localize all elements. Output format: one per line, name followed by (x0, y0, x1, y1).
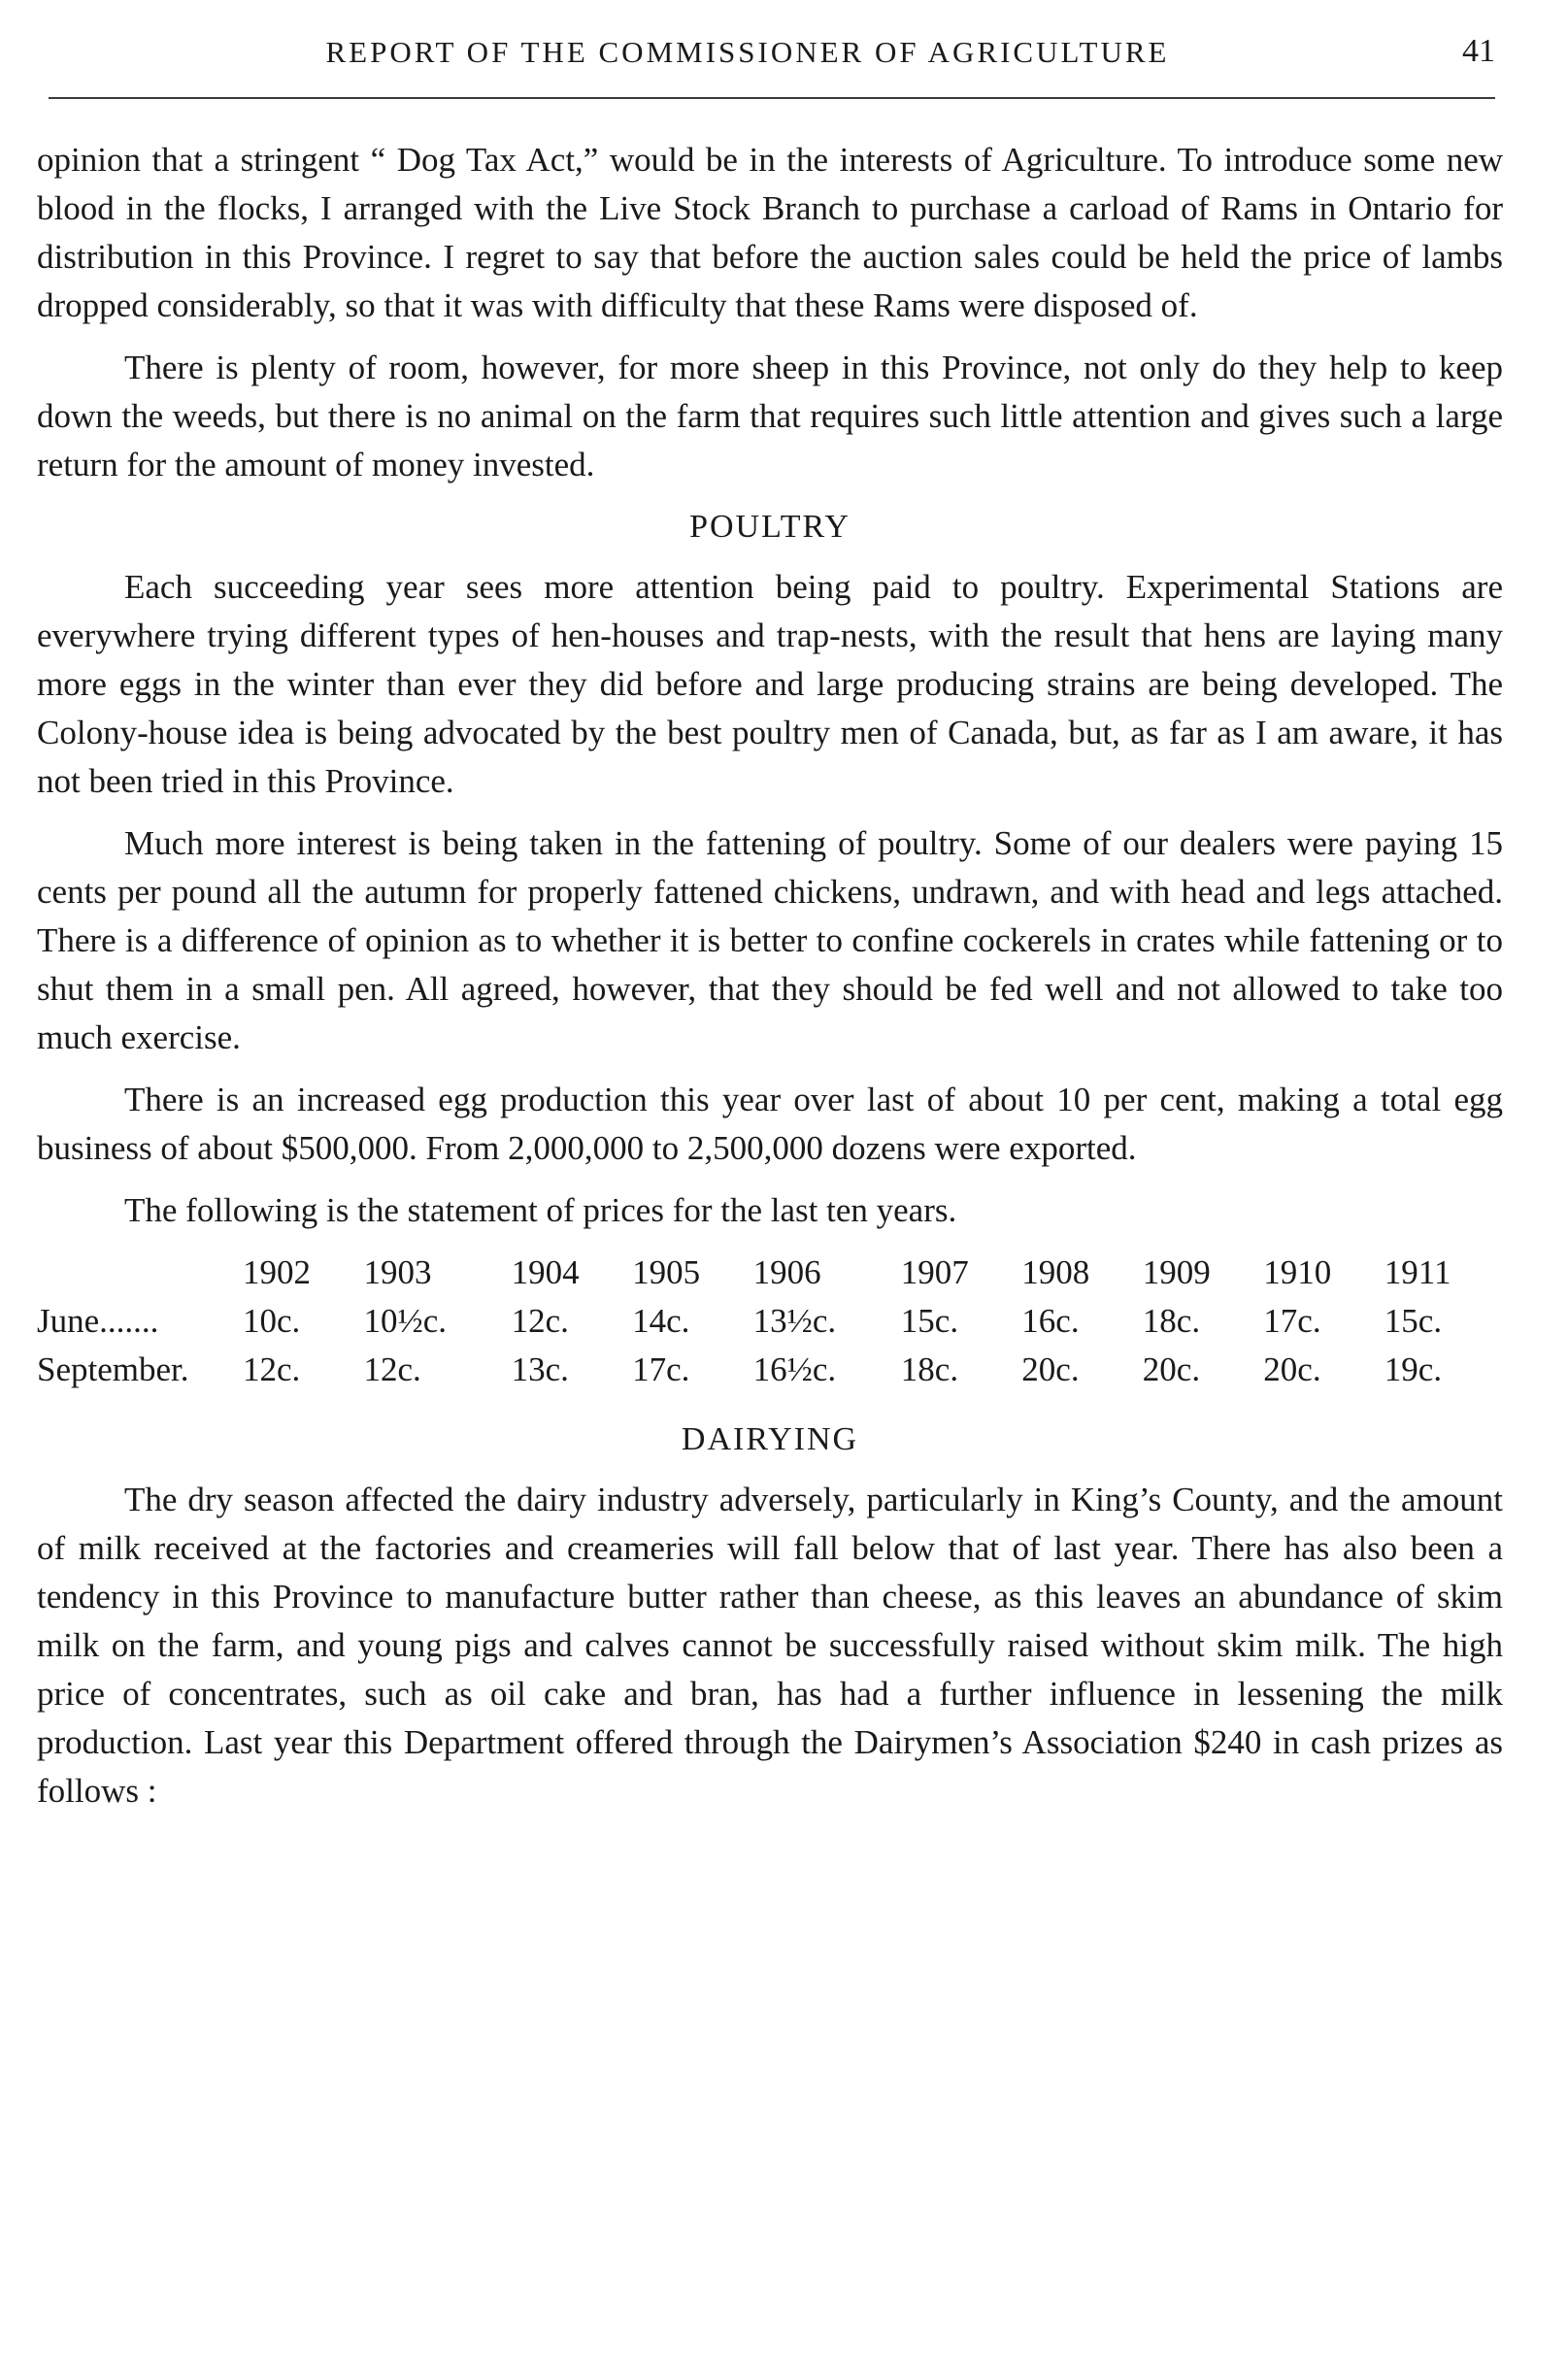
year-header: 1910 (1263, 1253, 1332, 1291)
price-cell: 13½c. (752, 1302, 837, 1340)
price-cell: 10½c. (363, 1302, 448, 1340)
year-header: 1908 (1021, 1253, 1090, 1291)
row-label-september: September. (37, 1350, 189, 1388)
year-header: 1909 (1142, 1253, 1211, 1291)
year-header: 1904 (511, 1253, 580, 1291)
year-header: 1907 (900, 1253, 969, 1291)
price-cell: 19c. (1384, 1350, 1443, 1388)
paragraph-poultry-fattening: Much more interest is being taken in the fattening of poultry. Some of our dealers were paying 15 cents per pound all the autumn for properly fattened chickens, undrawn, and with head and legs attached. There is a difference of opinion as to whether it is better to confine cockerels in crates while fattening or to shut them in a small pen. All agreed, however, that they should be fed well and not allowed to take too much exercise. (37, 824, 1503, 1056)
price-cell: 15c. (1384, 1302, 1443, 1340)
paragraph-poultry-attention: Each succeeding year sees more attention being paid to poultry. Experimental Stations are everywhere trying different types of hen-houses and trap-nests, with the result that hens are laying many more eggs in the winter than ever they did before and large producing strains are being developed. The Colony-house idea is being advocated by the best poultry men of Canada, but, as far as I am aware, it has not been tried in this Province. (37, 568, 1503, 800)
price-cell: 14c. (632, 1302, 690, 1340)
price-cell: 20c. (1263, 1350, 1321, 1388)
body-text (37, 136, 1503, 1829)
price-cell: 12c. (511, 1302, 569, 1340)
price-table-corner (37, 1249, 243, 1297)
price-cell: 13c. (511, 1350, 569, 1388)
price-cell: 18c. (900, 1350, 959, 1388)
price-cell: 20c. (1142, 1350, 1201, 1388)
row-label-june: June....... (37, 1302, 159, 1340)
price-cell: 20c. (1021, 1350, 1080, 1388)
year-header: 1903 (363, 1253, 432, 1291)
table-row (37, 1297, 1503, 1346)
table-row (37, 1346, 1503, 1394)
egg-price-table (37, 1249, 1503, 1394)
year-header: 1905 (632, 1253, 701, 1291)
page-number: 41 (1462, 33, 1495, 69)
price-cell: 16c. (1021, 1302, 1080, 1340)
year-header: 1906 (752, 1253, 821, 1291)
running-head (49, 29, 1495, 78)
year-header: 1902 (243, 1253, 311, 1291)
paragraph-sheep-continued: opinion that a stringent “ Dog Tax Act,” would be in the interests of Agriculture. To introduce some new blood in the flocks, I arranged with the Live Stock Branch to purchase a carload of Rams in Ontario for distribution in this Province. I regret to say that before the auction sales could be held the price of lambs dropped considerably, so that it was with difficulty that these Rams were disposed of. (37, 141, 1503, 324)
price-cell: 17c. (1263, 1302, 1321, 1340)
price-cell: 17c. (632, 1350, 690, 1388)
price-cell: 18c. (1142, 1302, 1201, 1340)
section-heading-poultry: POULTRY (689, 509, 851, 545)
year-header: 1911 (1384, 1253, 1451, 1291)
price-table-header-row (37, 1249, 1503, 1297)
paragraph-sheep-room: There is plenty of room, however, for more sheep in this Province, not only do they help to keep down the weeds, but there is no animal on the farm that requires such little attention and gives such a large return for the amount of money invested. (37, 349, 1503, 483)
paragraph-dairy-season: The dry season affected the dairy industry adversely, particularly in King’s County, and the amount of milk received at the factories and creameries will fall below that of last year. There has also been a tendency in this Province to manufacture butter rather than cheese, as this leaves an abundance of skim milk on the farm, and young pigs and calves cannot be successfully raised without skim milk. The high price of concentrates, such as oil cake and bran, has had a further influence in lessening the milk production. Last year this Department offered through the Dairymen’s Association $240 in cash prizes as follows : (37, 1481, 1503, 1810)
running-title: REPORT OF THE COMMISSIONER OF AGRICULTURE (325, 35, 1170, 69)
price-cell: 12c. (243, 1350, 301, 1388)
paragraph-price-statement: The following is the statement of prices for the last ten years. (124, 1191, 957, 1229)
header-rule (49, 97, 1495, 99)
price-cell: 16½c. (752, 1350, 837, 1388)
section-heading-dairying: DAIRYING (681, 1421, 859, 1457)
price-cell: 12c. (363, 1350, 421, 1388)
paragraph-egg-production: There is an increased egg production this year over last of about 10 per cent, making a total egg business of about $500,000. From 2,000,000 to 2,500,000 dozens were exported. (37, 1081, 1503, 1167)
price-cell: 10c. (243, 1302, 301, 1340)
price-cell: 15c. (900, 1302, 959, 1340)
